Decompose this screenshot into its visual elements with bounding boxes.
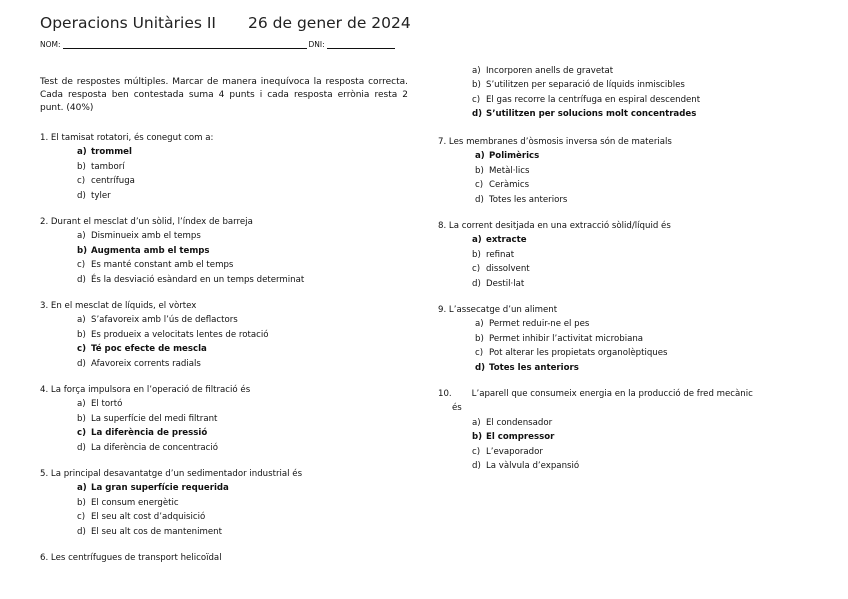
option-b[interactable]: b) El compressor: [472, 432, 555, 443]
option-c[interactable]: c) El gas recorre la centrífuga en espiral descendent: [472, 94, 701, 105]
question-text: 1. El tamisat rotatori, és conegut com a:: [40, 133, 214, 143]
option-b[interactable]: b) refinat: [472, 249, 515, 260]
exam-date: 26 de gener de 2024: [248, 14, 411, 32]
question-text: 7. Les membranes d’òsmosis inversa són de materials: [438, 137, 672, 147]
option-a[interactable]: a) El tortó: [77, 399, 123, 410]
question-text: 4. La força impulsora en l’operació de filtració és: [40, 385, 251, 395]
option-d[interactable]: d) El seu alt cos de manteniment: [77, 526, 222, 537]
option-c[interactable]: c) L’evaporador: [472, 446, 543, 457]
question-6: [40, 551, 222, 565]
question-number: 10.: [438, 389, 452, 399]
question-5: [40, 467, 302, 539]
option-d[interactable]: d) És la desviació esàndard en un temps determinat: [77, 274, 305, 285]
option-c[interactable]: c) Té poc efecte de mescla: [77, 344, 207, 355]
option-a[interactable]: a) S’afavoreix amb l’ús de deflactors: [77, 315, 238, 326]
option-a[interactable]: a) La gran superfície requerida: [77, 483, 229, 494]
option-c[interactable]: c) Pot alterar les propietats organolèptiques: [475, 348, 668, 359]
question-text: 8. La corrent desitjada en una extracció sòlid/líquid és: [438, 221, 671, 231]
option-d[interactable]: d) La vàlvula d’expansió: [472, 461, 580, 472]
option-b[interactable]: b) Es produeix a velocitats lentes de rotació: [77, 329, 269, 340]
question-3: [40, 299, 269, 371]
question-text-line1: L’aparell que consumeix energia en la producció de fred mecànic: [471, 389, 753, 399]
dni-field[interactable]: [327, 40, 395, 49]
question-text: [438, 387, 753, 401]
nom-label: NOM:: [40, 40, 61, 49]
instructions: Test de respostes múltiples. Marcar de manera inequívoca la resposta correcta. Cada resposta ben contestada suma 4 punts i cada resposta errònia resta 2 punt. (40%): [40, 77, 408, 113]
question-text: 5. La principal desavantatge d’un sedimentador industrial és: [40, 469, 303, 479]
page-title: Operacions Unitàries II: [40, 14, 216, 32]
option-a[interactable]: a) trommel: [77, 147, 132, 158]
option-a[interactable]: a) Incorporen anells de gravetat: [472, 66, 614, 76]
question-10: [438, 387, 753, 473]
question-text-line2: és: [452, 403, 462, 414]
option-d[interactable]: d) Afavoreix corrents radials: [77, 358, 201, 369]
question-text: 6. Les centrífugues de transport helicoïdal: [40, 553, 222, 563]
option-d[interactable]: d) Destil·lat: [472, 278, 525, 289]
question-7: [438, 135, 672, 207]
question-2: [40, 215, 304, 287]
nom-field[interactable]: [63, 40, 307, 49]
option-d[interactable]: d) S’utilitzen per solucions molt concentrades: [472, 109, 697, 120]
option-a[interactable]: a) El condensador: [472, 417, 553, 428]
option-b[interactable]: b) Augmenta amb el temps: [77, 245, 210, 256]
question-text: 3. En el mesclat de líquids, el vòrtex: [40, 301, 197, 311]
option-d[interactable]: d) tyler: [77, 190, 111, 201]
student-info-row: [40, 40, 397, 49]
option-c[interactable]: c) Ceràmics: [475, 180, 530, 191]
question-9: [438, 303, 668, 375]
question-4: [40, 383, 250, 455]
question-1: [40, 131, 213, 203]
option-c[interactable]: c) Es manté constant amb el temps: [77, 260, 234, 271]
question-6-options: [472, 64, 700, 122]
option-d[interactable]: d) Totes les anteriors: [475, 362, 579, 373]
option-a[interactable]: a) Disminueix amb el temps: [77, 231, 201, 242]
option-b[interactable]: b) Permet inhibir l’activitat microbiana: [475, 333, 644, 344]
option-a[interactable]: a) Polimèrics: [475, 151, 540, 162]
option-d[interactable]: d) Totes les anteriors: [475, 194, 568, 205]
option-b[interactable]: b) Metàl·lics: [475, 165, 530, 176]
option-b[interactable]: b) tamborí: [77, 161, 125, 172]
dni-label: DNI:: [308, 40, 325, 49]
option-c[interactable]: c) dissolvent: [472, 264, 530, 275]
option-b[interactable]: b) S’utilitzen per separació de líquids inmiscibles: [472, 80, 685, 91]
question-text: 2. Durant el mesclat d’un sòlid, l’índex de barreja: [40, 217, 253, 227]
option-b[interactable]: b) La superfície del medi filtrant: [77, 413, 218, 424]
option-c[interactable]: c) centrífuga: [77, 176, 135, 187]
option-c[interactable]: c) El seu alt cost d’adquisició: [77, 512, 206, 523]
question-text: 9. L’assecatge d’un aliment: [438, 305, 558, 315]
option-b[interactable]: b) El consum energètic: [77, 497, 179, 508]
option-c[interactable]: c) La diferència de pressió: [77, 428, 208, 439]
option-a[interactable]: a) Permet reduir-ne el pes: [475, 319, 590, 330]
option-d[interactable]: d) La diferència de concentració: [77, 442, 219, 453]
question-8: [438, 219, 671, 291]
option-a[interactable]: a) extracte: [472, 235, 527, 246]
